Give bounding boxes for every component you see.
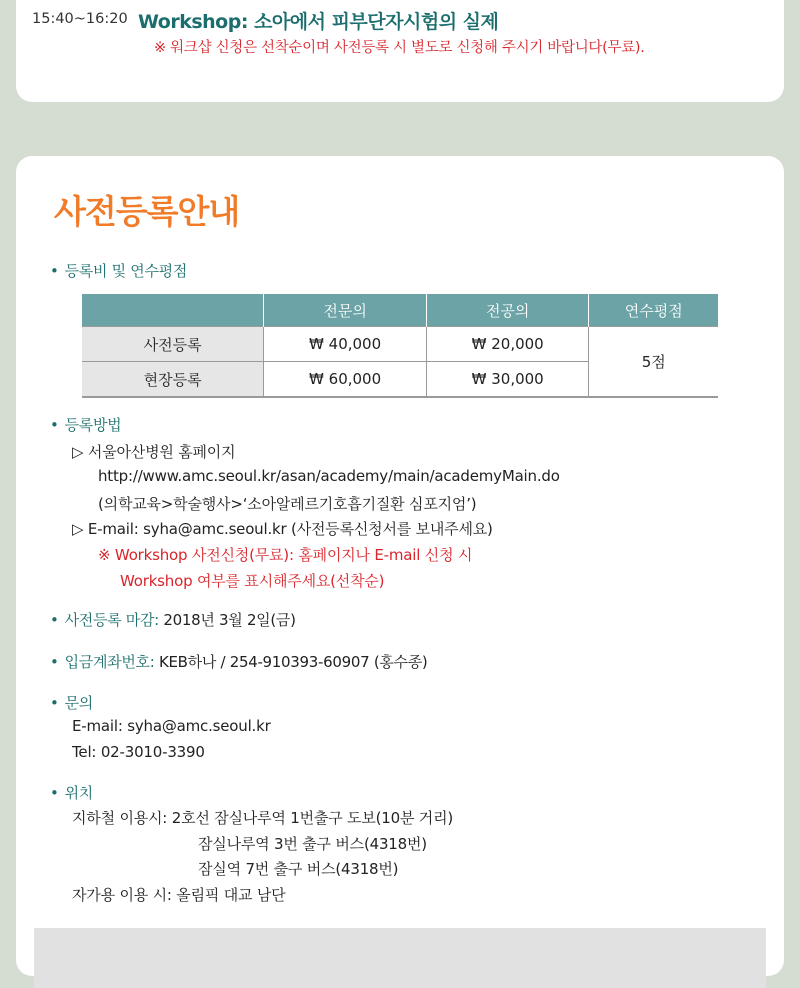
account-label: 입금계좌번호:: [64, 653, 155, 671]
fee-cell: ₩ 40,000: [264, 327, 427, 362]
schedule-time: 15:40~16:20: [32, 11, 128, 27]
fee-cell: ₩ 20,000: [426, 327, 589, 362]
contact-email: E-mail: syha@amc.seoul.kr: [72, 717, 271, 735]
fee-heading: [50, 260, 187, 281]
bullet-dot: •: [50, 653, 59, 671]
row-label: 현장등록: [82, 362, 264, 398]
method-homepage: ▷ 서울아산병원 홈페이지: [72, 443, 236, 461]
credit-cell: 5점: [589, 327, 718, 398]
bullet-dot: •: [50, 784, 59, 802]
location-car: 자가용 이용 시: 올림픽 대교 남단: [72, 886, 286, 904]
bullet-dot: •: [50, 611, 59, 629]
location-bus-2: 잠실역 7번 출구 버스(4318번): [198, 860, 399, 878]
fee-table: [82, 294, 718, 398]
fee-cell: ₩ 30,000: [426, 362, 589, 398]
fee-cell: ₩ 60,000: [264, 362, 427, 398]
method-email: ▷ E-mail: syha@amc.seoul.kr (사전등록신청서를 보내주세요): [72, 520, 493, 538]
workshop-note-1: ※ Workshop 사전신청(무료): 홈페이지나 E-mail 신청 시: [98, 546, 473, 564]
registration-card: [16, 156, 784, 976]
table-header-cell: [82, 294, 264, 327]
contact-heading: [50, 692, 93, 713]
deadline-label: 사전등록 마감:: [64, 611, 159, 629]
row-label: 사전등록: [82, 327, 264, 362]
table-header-cell: 전공의: [426, 294, 589, 327]
schedule-note: ※ 워크샵 신청은 선착순이며 사전등록 시 별도로 신청해 주시기 바랍니다(무료).: [154, 40, 645, 56]
deadline-row: [50, 609, 296, 630]
account-value: KEB하나 / 254-910393-60907 (홍수종): [158, 653, 428, 671]
schedule-title: Workshop: 소아에서 피부단자시험의 실제: [138, 11, 499, 33]
contact-label: 문의: [64, 694, 93, 712]
table-header-cell: 연수평점: [589, 294, 718, 327]
fee-label: 등록비 및 연수평점: [64, 262, 188, 280]
method-path: (의학교육>학술행사>‘소아알레르기호흡기질환 심포지엄’): [98, 495, 477, 513]
location-heading: [50, 782, 93, 803]
method-url[interactable]: http://www.amc.seoul.kr/asan/academy/main/academyMain.do: [98, 467, 560, 485]
bullet-dot: •: [50, 262, 59, 280]
method-label: 등록방법: [64, 416, 122, 434]
table-header-row: [82, 294, 718, 327]
contact-tel: Tel: 02-3010-3390: [72, 743, 205, 761]
location-label: 위치: [64, 784, 93, 802]
workshop-note-2: Workshop 여부를 표시해주세요(선착순): [120, 572, 385, 590]
bullet-dot: •: [50, 416, 59, 434]
method-heading: [50, 414, 121, 435]
deadline-value: 2018년 3월 2일(금): [163, 611, 296, 629]
location-bus-1: 잠실나루역 3번 출구 버스(4318번): [198, 835, 427, 853]
table-header-cell: 전문의: [264, 294, 427, 327]
map-placeholder: [34, 928, 766, 988]
bullet-dot: •: [50, 694, 59, 712]
location-subway: 지하철 이용시: 2호선 잠실나루역 1번출구 도보(10분 거리): [72, 809, 454, 827]
section-title: 사전등록안내: [54, 192, 240, 231]
account-row: [50, 651, 428, 672]
table-row: [82, 327, 718, 362]
schedule-card: [16, 0, 784, 102]
